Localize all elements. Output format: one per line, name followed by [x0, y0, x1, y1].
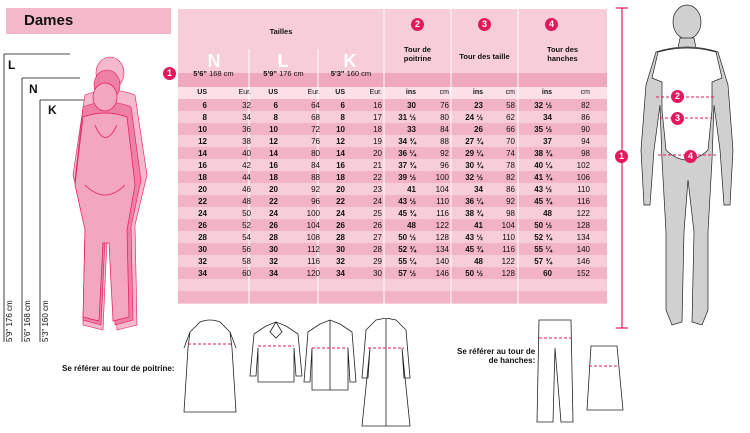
table-cell: 8 — [202, 113, 207, 122]
table-cell: 52 ¾ — [398, 245, 416, 254]
table-cell: 20 — [198, 185, 207, 194]
table-cell: 39 ½ — [398, 173, 416, 182]
table-cell: 12 — [269, 137, 278, 146]
table-cell: 12 — [198, 137, 207, 146]
marker-3-table: 3 — [478, 18, 491, 31]
table-cell: 43 ½ — [465, 233, 483, 242]
table-cell: 24 — [336, 209, 345, 218]
sub-header-cell: US — [197, 89, 207, 96]
sub-header-cell: cm — [505, 89, 515, 96]
table-cell: 128 — [501, 269, 515, 278]
table-cell: 92 — [311, 185, 320, 194]
table-cell: 20 — [269, 185, 278, 194]
table-cell: 21 — [373, 161, 382, 170]
table-cell: 43 ½ — [534, 185, 552, 194]
table-cell: 34 ¾ — [398, 137, 416, 146]
page-title: Dames — [24, 12, 74, 29]
table-cell: 38 — [242, 137, 251, 146]
table-cell: 82 — [506, 173, 515, 182]
table-cell: 116 — [436, 209, 449, 218]
table-cell: 18 — [336, 173, 345, 182]
table-cell: 84 — [311, 161, 320, 170]
table-cell: 76 — [440, 101, 449, 110]
table-cell: 29 ¼ — [465, 149, 483, 158]
table-cell: 104 — [306, 221, 320, 230]
table-cell: 72 — [311, 125, 320, 134]
table-cell: 38 ¾ — [534, 149, 552, 158]
table-cell: 82 — [581, 101, 590, 110]
sub-header-cell: ins — [405, 89, 416, 96]
table-cell: 94 — [581, 137, 590, 146]
table-cell: 50 — [242, 209, 251, 218]
table-cell: 31 ½ — [398, 113, 416, 122]
table-cell: 40 ¼ — [534, 161, 552, 170]
table-cell: 56 — [242, 245, 251, 254]
col-n-height: 5'6" 168 cm — [193, 69, 234, 78]
table-cell: 16 — [269, 161, 278, 170]
table-cell: 37 ¾ — [398, 161, 416, 170]
table-cell: 34 — [543, 113, 552, 122]
table-cell: 88 — [440, 137, 449, 146]
sub-header-cell: Eur. — [369, 89, 382, 96]
table-cell: 32 — [336, 257, 345, 266]
sub-header-cell: Eur. — [238, 89, 251, 96]
garments-hips — [525, 318, 630, 430]
table-cell: 58 — [506, 101, 515, 110]
table-cell: 28 — [269, 233, 278, 242]
height-label-l: 5'9" 176 cm — [5, 300, 14, 342]
table-cell: 48 — [543, 209, 552, 218]
table-cell: 57 ¾ — [534, 257, 552, 266]
table-cell: 120 — [306, 269, 320, 278]
table-cell: 26 — [373, 221, 382, 230]
table-cell: 104 — [501, 221, 515, 230]
table-cell: 55 ¼ — [398, 257, 416, 266]
table-cell: 60 — [543, 269, 552, 278]
table-cell: 122 — [501, 257, 515, 266]
table-cell: 86 — [506, 185, 515, 194]
table-cell: 80 — [440, 113, 449, 122]
table-cell: 42 — [242, 161, 251, 170]
table-cell: 45 ¾ — [465, 245, 483, 254]
table-cell: 23 — [373, 185, 382, 194]
table-cell: 34 — [242, 113, 251, 122]
table-cell: 116 — [577, 197, 590, 206]
table-cell: 28 — [336, 233, 345, 242]
table-cell: 37 — [543, 137, 552, 146]
table-cell: 29 — [373, 257, 382, 266]
table-cell: 30 — [198, 245, 207, 254]
table-cell: 32 — [198, 257, 207, 266]
table-cell: 30 ¾ — [465, 161, 483, 170]
table-cell: 20 — [373, 149, 382, 158]
table-cell: 110 — [436, 197, 449, 206]
table-cell: 32 ½ — [534, 101, 552, 110]
table-cell: 70 — [506, 137, 515, 146]
table-cell: 16 — [198, 161, 207, 170]
garments-chest — [178, 318, 413, 430]
size-letter-k: K — [48, 103, 57, 117]
table-cell: 35 ½ — [534, 125, 552, 134]
table-cell: 50 ½ — [398, 233, 416, 242]
sub-header-cell: US — [268, 89, 278, 96]
table-cell: 78 — [506, 161, 515, 170]
table-cell: 45 ¾ — [398, 209, 416, 218]
table-cell: 17 — [373, 113, 382, 122]
table-cell: 92 — [506, 197, 515, 206]
marker-4-figure: 4 — [684, 150, 697, 163]
table-cell: 12 — [336, 137, 345, 146]
note-hips: Se référer au tour de de hanches: — [457, 347, 536, 365]
gray-body-figure — [608, 0, 750, 338]
table-cell: 66 — [506, 125, 515, 134]
tailles-header: Tailles — [269, 27, 293, 36]
header-tour-taille: Tour des taille — [459, 52, 510, 61]
table-cell: 16 — [373, 101, 382, 110]
table-cell: 64 — [311, 101, 320, 110]
table-cell: 24 — [198, 209, 207, 218]
table-cell: 58 — [242, 257, 251, 266]
table-cell: 100 — [306, 209, 320, 218]
svg-text:N: N — [207, 51, 221, 71]
table-cell: 32 — [242, 101, 251, 110]
table-cell: 116 — [307, 257, 320, 266]
table-cell: 43 ½ — [398, 197, 416, 206]
table-cell: 30 — [336, 245, 345, 254]
table-cell: 146 — [435, 269, 449, 278]
table-cell: 48 — [474, 257, 483, 266]
marker-4-table: 4 — [545, 18, 558, 31]
table-cell: 92 — [440, 149, 449, 158]
table-cell: 84 — [440, 125, 449, 134]
height-label-k: 5'3" 160 cm — [41, 300, 50, 342]
size-letter-l: L — [8, 58, 16, 72]
table-cell: 32 — [269, 257, 278, 266]
table-cell: 32 ½ — [465, 173, 483, 182]
sub-header-cell: Eur. — [307, 89, 320, 96]
table-cell: 20 — [336, 185, 345, 194]
table-cell: 30 — [407, 101, 416, 110]
svg-text:K: K — [343, 51, 357, 71]
table-cell: 134 — [576, 233, 590, 242]
table-cell: 18 — [269, 173, 278, 182]
table-cell: 76 — [311, 137, 320, 146]
table-cell: 14 — [336, 149, 345, 158]
table-cell: 28 — [373, 245, 382, 254]
table-cell: 88 — [311, 173, 320, 182]
table-cell: 26 — [269, 221, 278, 230]
table-cell: 122 — [576, 209, 590, 218]
table-cell: 22 — [269, 197, 278, 206]
table-cell: 60 — [242, 269, 251, 278]
table-cell: 23 — [474, 101, 483, 110]
header-tour-hanches: Tour des hanches — [546, 45, 579, 63]
table-cell: 96 — [311, 197, 320, 206]
table-cell: 34 — [336, 269, 345, 278]
table-cell: 116 — [502, 245, 515, 254]
table-cell: 90 — [581, 125, 590, 134]
table-cell: 30 — [269, 245, 278, 254]
table-cell: 44 — [242, 173, 251, 182]
table-cell: 27 ¾ — [465, 137, 483, 146]
title-bar — [6, 8, 171, 34]
table-cell: 6 — [273, 101, 278, 110]
table-cell: 152 — [576, 269, 590, 278]
table-cell: 68 — [311, 113, 320, 122]
sub-header-cell: ins — [472, 89, 483, 96]
col-k-height: 5'3" 160 cm — [330, 69, 372, 78]
table-cell: 62 — [506, 113, 515, 122]
table-cell: 36 — [242, 125, 251, 134]
table-cell: 8 — [340, 113, 345, 122]
table-cell: 38 ¾ — [465, 209, 483, 218]
table-cell: 110 — [577, 185, 590, 194]
table-cell: 30 — [373, 269, 382, 278]
table-cell: 16 — [336, 161, 345, 170]
table-cell: 26 — [474, 125, 483, 134]
table-cell: 102 — [576, 161, 590, 170]
table-cell: 74 — [506, 149, 515, 158]
table-cell: 34 — [198, 269, 207, 278]
table-cell: 108 — [306, 233, 320, 242]
table-cell: 96 — [440, 161, 449, 170]
table-cell: 14 — [269, 149, 278, 158]
table-cell: 24 — [269, 209, 278, 218]
table-cell: 28 — [198, 233, 207, 242]
table-cell: 48 — [242, 197, 251, 206]
table-cell: 10 — [269, 125, 278, 134]
table-cell: 86 — [581, 113, 590, 122]
table-cell: 24 ½ — [465, 113, 483, 122]
size-letter-n: N — [29, 82, 38, 96]
table-cell: 36 ¼ — [465, 197, 483, 206]
table-cell: 80 — [311, 149, 320, 158]
height-label-n: 5'6" 168 cm — [23, 300, 32, 342]
table-cell: 128 — [576, 221, 590, 230]
table-cell: 27 — [373, 233, 382, 242]
table-cell: 112 — [307, 245, 320, 254]
table-cell: 19 — [373, 137, 382, 146]
table-cell: 140 — [576, 245, 590, 254]
table-cell: 33 — [407, 125, 416, 134]
table-cell: 48 — [407, 221, 416, 230]
table-cell: 45 ¾ — [534, 197, 552, 206]
table-cell: 55 ¼ — [534, 245, 552, 254]
table-cell: 8 — [273, 113, 278, 122]
table-cell: 54 — [242, 233, 251, 242]
table-cell: 24 — [373, 197, 382, 206]
table-cell: 26 — [198, 221, 207, 230]
table-cell: 146 — [576, 257, 590, 266]
marker-3-figure: 3 — [671, 112, 684, 125]
table-cell: 34 — [269, 269, 278, 278]
table-cell: 106 — [576, 173, 590, 182]
table-cell: 50 ½ — [465, 269, 483, 278]
table-cell: 25 — [373, 209, 382, 218]
table-cell: 104 — [435, 185, 449, 194]
table-cell: 41 — [407, 185, 416, 194]
note-chest: Se référer au tour de poitrine: — [62, 364, 175, 373]
table-cell: 34 — [474, 185, 483, 194]
table-cell: 40 — [242, 149, 251, 158]
table-cell: 6 — [340, 101, 345, 110]
sub-header-cell: US — [335, 89, 345, 96]
table-cell: 98 — [581, 149, 590, 158]
table-cell: 6 — [202, 101, 207, 110]
table-cell: 36 ¼ — [398, 149, 416, 158]
col-l-height: 5'9" 176 cm — [263, 69, 304, 78]
table-cell: 22 — [373, 173, 382, 182]
table-cell: 57 ½ — [398, 269, 416, 278]
table-cell: 52 — [242, 221, 251, 230]
sub-header-cell: cm — [439, 89, 449, 96]
table-cell: 140 — [435, 257, 449, 266]
table-cell: 41 — [474, 221, 483, 230]
table-cell: 26 — [336, 221, 345, 230]
table-cell: 18 — [198, 173, 207, 182]
table-cell: 22 — [336, 197, 345, 206]
table-cell: 10 — [336, 125, 345, 134]
table-cell: 18 — [373, 125, 382, 134]
table-cell: 10 — [198, 125, 207, 134]
marker-2-figure: 2 — [671, 90, 684, 103]
table-cell: 46 — [242, 185, 251, 194]
table-cell: 52 ¾ — [534, 233, 552, 242]
table-cell: 122 — [435, 221, 449, 230]
table-cell: 14 — [198, 149, 207, 158]
table-cell: 22 — [198, 197, 207, 206]
svg-text:L: L — [277, 51, 289, 71]
table-cell: 110 — [502, 233, 515, 242]
pink-silhouette-figure — [55, 55, 170, 345]
header-tour-poitrine: Tour de poitrine — [403, 45, 432, 63]
sub-header-cell: ins — [541, 89, 552, 96]
table-cell: 128 — [435, 233, 449, 242]
table-cell: 98 — [506, 209, 515, 218]
table-cell: 100 — [435, 173, 449, 182]
table-cell: 50 ½ — [534, 221, 552, 230]
sub-header-cell: cm — [580, 89, 590, 96]
marker-1-figure: 1 — [615, 150, 628, 163]
marker-2-table: 2 — [411, 18, 424, 31]
marker-1-table: 1 — [163, 67, 176, 80]
table-cell: 134 — [435, 245, 449, 254]
table-cell: 41 ¾ — [534, 173, 552, 182]
